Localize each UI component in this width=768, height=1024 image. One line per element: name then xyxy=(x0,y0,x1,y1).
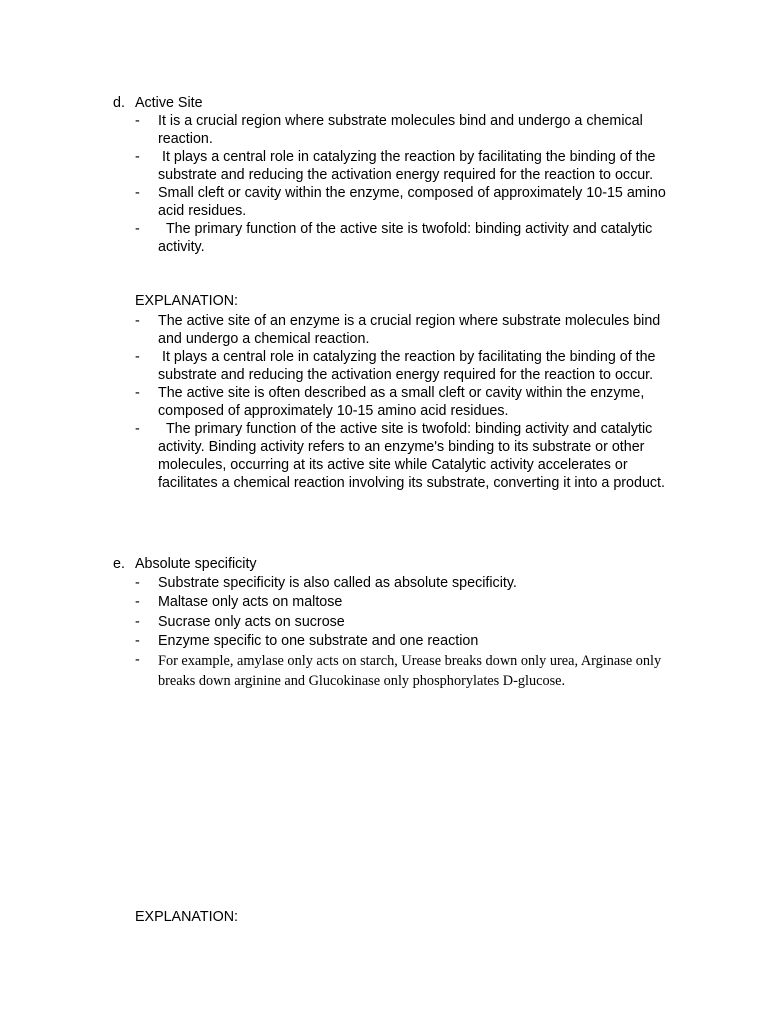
bullet-text: For example, amylase only acts on starch, Urease breaks down only urea, Arginase only breaks down arginine and Glucokinase only phosphorylates D-glucose. xyxy=(158,653,662,690)
dash-marker: - xyxy=(135,113,140,129)
section-d-heading: Active Site xyxy=(135,95,203,111)
list-item xyxy=(0,651,683,691)
bullet-text: The active site of an enzyme is a crucial region where substrate molecules bind and undergo a chemical reaction. xyxy=(158,313,661,347)
bullet-text: The active site is often described as a small cleft or cavity within the enzyme, composed of approximately 10-15 amino acid residues. xyxy=(158,385,645,419)
dash-marker: - xyxy=(135,632,140,649)
dash-marker: - xyxy=(135,385,140,401)
dash-marker: - xyxy=(135,575,140,591)
bullet-text: Enzyme specific to one substrate and one reaction xyxy=(158,632,479,649)
list-item xyxy=(0,184,683,220)
dash-marker: - xyxy=(135,349,140,365)
section-d-letter: d. xyxy=(113,95,125,111)
list-item xyxy=(0,312,683,348)
list-item xyxy=(0,148,683,184)
list-item xyxy=(0,220,683,256)
list-item xyxy=(0,384,683,420)
dash-marker: - xyxy=(135,594,140,611)
section-e-heading: Absolute specificity xyxy=(135,556,257,572)
section-e-bullet-list xyxy=(0,574,768,691)
list-item xyxy=(0,420,683,492)
list-item xyxy=(0,112,683,148)
list-item xyxy=(0,632,683,651)
list-item xyxy=(0,613,683,632)
bullet-text: It plays a central role in catalyzing the reaction by facilitating the binding of the substrate and reducing the activation energy required for the reaction to occur. xyxy=(158,149,660,183)
section-d-explanation-list xyxy=(0,312,768,492)
bullet-text: The primary function of the active site is twofold: binding activity and catalytic activity. xyxy=(158,221,657,255)
bullet-text: Maltase only acts on maltose xyxy=(158,594,343,611)
section-e-explanation-label: EXPLANATION: xyxy=(135,909,239,925)
bullet-text: Substrate specificity is also called as absolute specificity. xyxy=(158,575,517,591)
list-item xyxy=(0,574,683,593)
dash-marker: - xyxy=(135,313,140,329)
dash-marker: - xyxy=(135,613,140,630)
bullet-text: The primary function of the active site is twofold: binding activity and catalytic activity. Binding activity refers to an enzyme's binding to its substrate or other molecules, occurring at its active site while Catalytic activity accelerates or facilitates a chemical reaction involving its substrate, converting it into a product. xyxy=(158,421,665,491)
dash-marker: - xyxy=(135,149,140,165)
dash-marker: - xyxy=(135,421,140,437)
bullet-text: It is a crucial region where substrate molecules bind and undergo a chemical reaction. xyxy=(158,113,643,147)
bullet-text: It plays a central role in catalyzing the reaction by facilitating the binding of the substrate and reducing the activation energy required for the reaction to occur. xyxy=(158,349,660,383)
section-d-explanation-label: EXPLANATION: xyxy=(135,293,239,309)
list-item xyxy=(0,593,683,612)
dash-marker: - xyxy=(135,652,140,669)
dash-marker: - xyxy=(135,185,140,201)
bullet-text: Small cleft or cavity within the enzyme, composed of approximately 10-15 amino acid residues. xyxy=(158,185,666,219)
list-item xyxy=(0,348,683,384)
section-d-bullet-list xyxy=(0,112,768,256)
section-e-letter: e. xyxy=(113,556,125,572)
bullet-text: Sucrase only acts on sucrose xyxy=(158,613,345,630)
dash-marker: - xyxy=(135,221,140,237)
